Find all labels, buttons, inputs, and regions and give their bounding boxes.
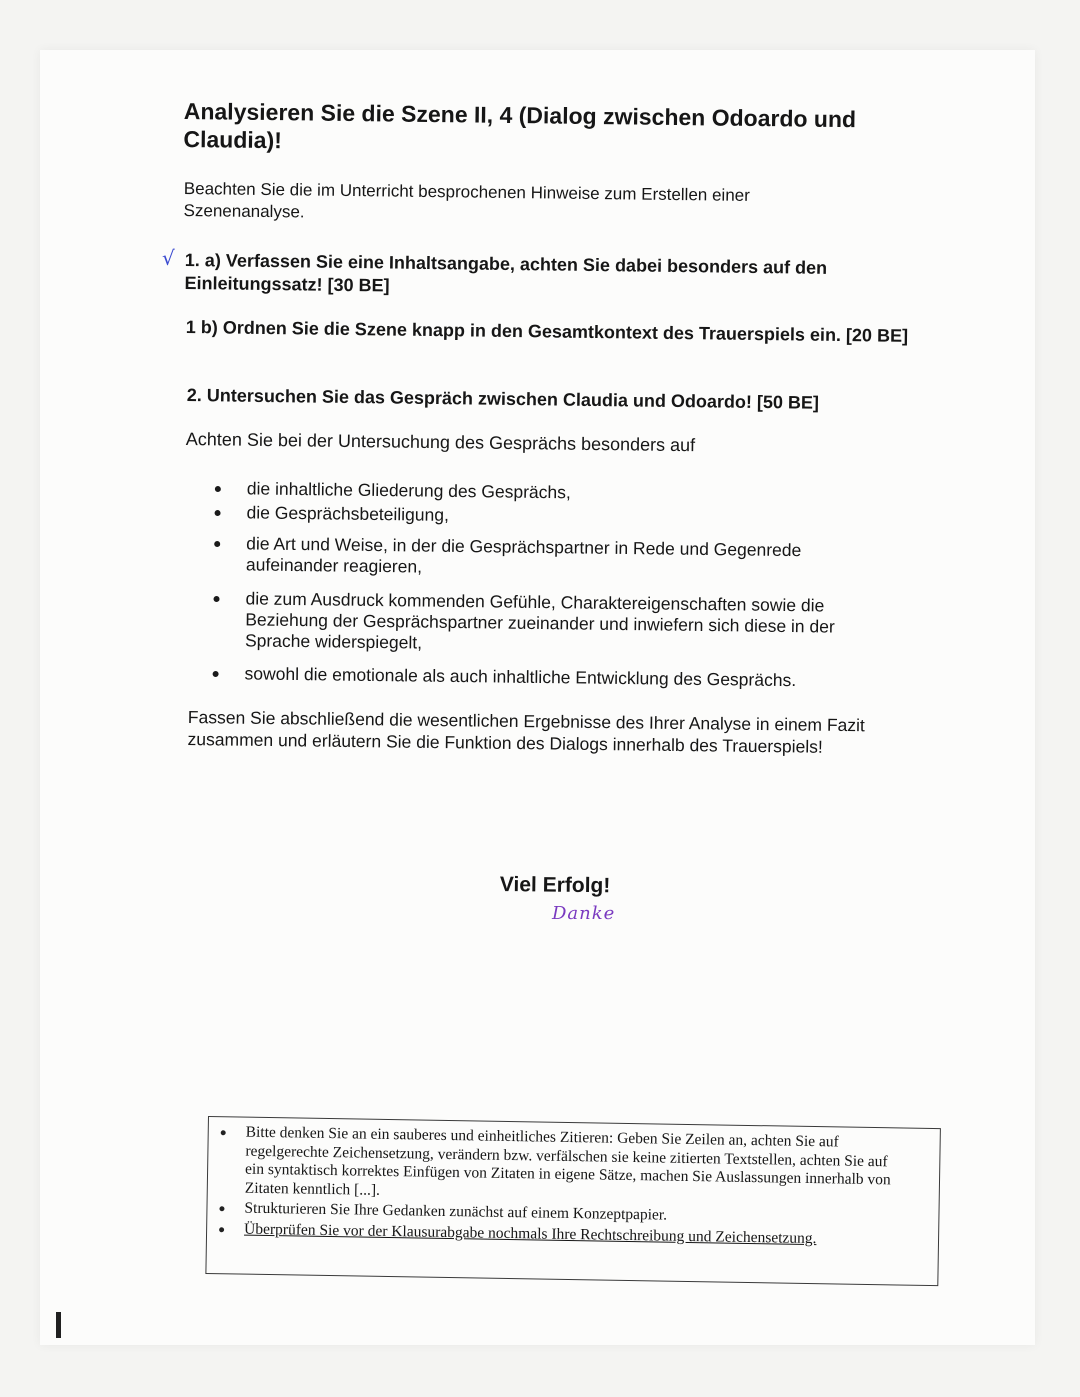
bullet-icon [221,1130,226,1135]
list-item-text: die Gesprächsbeteiligung, [246,502,450,525]
analysis-criteria-list [212,478,895,699]
list-item [214,502,894,531]
list-item-text: die zum Ausdruck kommenden Gefühle, Charaktereigenschaften sowie die Beziehung der Gesprächspartner zueinander und inwiefern sich diese in der Sprache widerspiegelt, [244,588,835,653]
bullet-icon [215,486,221,492]
bullet-icon [214,541,220,547]
list-item [212,663,892,692]
intro-text: Beachten Sie die im Unterricht besprochenen Hinweise zum Erstellen einer Szenenanalyse. [183,178,750,222]
list-item-text: sowohl die emotionale als auch inhaltliche Entwicklung des Gesprächs. [244,663,797,691]
list-item [213,588,894,659]
page-title: Analysieren Sie die Szene II, 4 (Dialog zwischen Odoardo und Claudia)! [183,97,857,154]
handwritten-note: Danke [552,903,616,924]
check-mark-icon: √ [162,246,175,270]
note-item [220,1123,901,1208]
notes-list [219,1123,901,1251]
task-1a: 1. a) Verfassen Sie eine Inhaltsangabe, achten Sie dabei besonders auf den Einleitungssatz! [30 BE] [184,249,828,296]
note-text: Überprüfen Sie vor der Klausurabgabe nochmals Ihre Rechtschreibung und Zeichensetzung. [243,1220,817,1247]
task-1b: 1 b) Ordnen Sie die Szene knapp in den Gesamtkontext des Trauerspiels ein. [20 BE] [185,316,909,346]
bullet-icon [215,510,221,516]
note-text: Bitte denken Sie an ein sauberes und einheitliches Zitieren: Geben Sie Zeilen an, achten Sie auf regelgerechte Zeichensetzung, verändern bzw. verfälschen sie keine zitierten Textstellen, achten Sie auf ein syntaktisch korrektes Einfügen von Zitaten in eigene Sätze, machen Sie Auslassungen innerhalb von Zitaten kenntlich [...]. [244,1123,891,1199]
note-text: Strukturieren Sie Ihre Gedanken zunächst auf einem Konzeptpapier. [244,1199,668,1224]
bullet-icon [219,1206,224,1211]
task-2-lead: Achten Sie bei der Untersuchung des Gesprächs besonders auf [185,428,696,456]
task-2: 2. Untersuchen Sie das Gespräch zwischen Claudia und Odoardo! [50 BE] [186,384,820,413]
good-luck-text: Viel Erfolg! [499,873,611,898]
list-item-text: die Art und Weise, in der die Gesprächspartner in Rede und Gegenrede aufeinander reagieren, [245,533,802,577]
bullet-icon [213,596,219,602]
list-item [214,533,894,583]
bullet-icon [213,671,219,677]
closing-instructions: Fassen Sie abschließend die wesentlichen Ergebnisse des Ihrer Analyse in einem Fazit zusammen und erläutern Sie die Funktion des Dialogs innerhalb des Trauerspiels! [187,706,865,757]
bullet-icon [219,1227,224,1232]
list-item-text: die inhaltliche Gliederung des Gesprächs, [246,478,571,503]
notes-box [205,1116,941,1286]
